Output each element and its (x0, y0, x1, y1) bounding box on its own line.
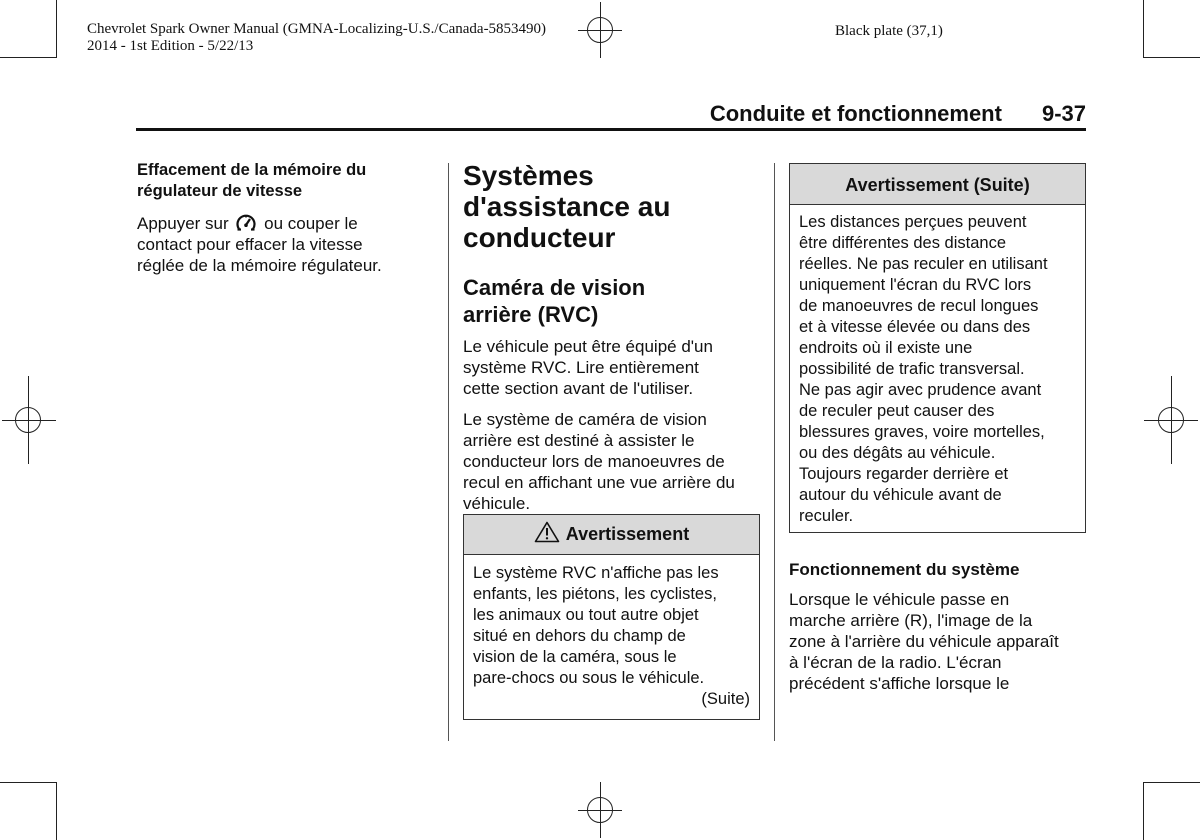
text-line: vision de la caméra, sous le (473, 648, 677, 666)
warning-header: Avertissement (Suite) (790, 164, 1085, 205)
text-line: Les distances perçues peuvent (799, 213, 1027, 231)
column-divider (448, 163, 449, 741)
print-info-line2: 2014 - 1st Edition - 5/22/13 (87, 38, 254, 54)
warning-text (790, 205, 1085, 532)
text-line: autour du véhicule avant de (799, 486, 1002, 504)
text-line: système RVC. Lire entièrement (463, 358, 699, 377)
section-heading (137, 160, 417, 202)
text-line: pare-chocs ou sous le véhicule. (473, 669, 705, 687)
heading-line: régulateur de vitesse (137, 182, 303, 200)
text-line: possibilité de trafic transversal. (799, 360, 1025, 378)
text-line: réelles. Ne pas reculer en utilisant (799, 255, 1048, 273)
subtitle-line: arrière (RVC) (463, 302, 599, 327)
text-line: Lorsque le véhicule passe en (789, 590, 1010, 609)
plate-label: Black plate (37,1) (835, 23, 943, 39)
text-line: conducteur lors de manoeuvres de (463, 452, 725, 471)
text-line: à l'écran de la radio. L'écran (789, 653, 1002, 672)
text-line: enfants, les piétons, les cyclistes, (473, 585, 717, 603)
print-info-line1: Chevrolet Spark Owner Manual (GMNA-Localizing-U.S./Canada-5853490) (87, 21, 547, 37)
text-line: uniquement l'écran du RVC lors (799, 276, 1032, 294)
crop-mark (0, 782, 56, 783)
text-line: zone à l'arrière du véhicule apparaît (789, 632, 1059, 651)
text-line: de manoeuvres de recul longues (799, 297, 1039, 315)
registration-mark (1144, 420, 1198, 421)
title-line: Systèmes (463, 160, 594, 191)
registration-mark (578, 810, 622, 811)
text-line: réglée de la mémoire régulateur. (137, 256, 382, 275)
section-title: Conduite et fonctionnement (709, 101, 1002, 126)
text-line: arrière est destiné à assister le (463, 431, 695, 450)
page-title (463, 160, 763, 253)
text-line: Le système RVC n'affiche pas les (473, 564, 719, 582)
warning-text (464, 555, 759, 716)
text-line: recul en affichant une vue arrière du (463, 473, 735, 492)
crop-mark (1143, 0, 1144, 58)
title-line: d'assistance au (463, 191, 671, 222)
column-3 (789, 163, 1086, 694)
column-1 (137, 160, 417, 276)
paragraph (463, 409, 763, 514)
page-number: 9-37 (1041, 101, 1086, 126)
text-line: marche arrière (R), l'image de la (789, 611, 1033, 630)
crop-mark (56, 0, 57, 58)
text-fragment: Appuyer sur (137, 214, 229, 233)
subsection-title (463, 274, 763, 328)
heading-line: Effacement de la mémoire du (137, 161, 367, 179)
warning-header (464, 515, 759, 555)
crop-mark (1144, 782, 1200, 783)
text-line: Le système de caméra de vision (463, 410, 707, 429)
section-heading: Fonctionnement du système (789, 560, 1020, 579)
text-fragment: ou couper le (264, 214, 358, 233)
text-line: être différentes des distance (799, 234, 1006, 252)
crop-mark (1144, 57, 1200, 58)
text-line: cette section avant de l'utiliser. (463, 379, 694, 398)
crop-mark (1143, 782, 1144, 840)
text-line: et à vitesse élevée ou dans des (799, 318, 1031, 336)
crop-mark (56, 782, 57, 840)
header-rule (136, 128, 1086, 131)
text-line: endroits où il existe une (799, 339, 973, 357)
text-line: reculer. (799, 507, 854, 525)
text-line: les animaux ou tout autre objet (473, 606, 699, 624)
warning-box (463, 514, 760, 720)
text-line: blessures graves, voire mortelles, (799, 423, 1045, 441)
continued-label: (Suite) (701, 690, 750, 708)
column-divider (774, 163, 775, 741)
warning-title: Avertissement (565, 524, 690, 544)
warning-triangle-icon (534, 518, 560, 540)
print-info (87, 21, 607, 55)
text-line: de reculer peut causer des (799, 402, 995, 420)
registration-mark (2, 420, 56, 421)
subtitle-line: Caméra de vision (463, 275, 646, 300)
text-line: ou des dégâts au véhicule. (799, 444, 996, 462)
paragraph (137, 212, 417, 276)
text-line: contact pour effacer la vitesse (137, 235, 363, 254)
speed-control-icon (233, 212, 259, 234)
crop-mark (0, 57, 56, 58)
paragraph (463, 336, 763, 399)
text-line: Toujours regarder derrière et (799, 465, 1009, 483)
paragraph (789, 589, 1086, 694)
text-line: précédent s'affiche lorsque le (789, 674, 1010, 693)
text-line: Le véhicule peut être équipé d'un (463, 337, 713, 356)
title-line: conducteur (463, 222, 616, 253)
text-line: véhicule. (463, 494, 531, 513)
column-2 (463, 160, 763, 514)
text-line: Ne pas agir avec prudence avant (799, 381, 1042, 399)
running-head (640, 101, 1086, 127)
warning-box-continued (789, 163, 1086, 533)
text-line: situé en dehors du champ de (473, 627, 686, 645)
text-line (137, 212, 417, 234)
